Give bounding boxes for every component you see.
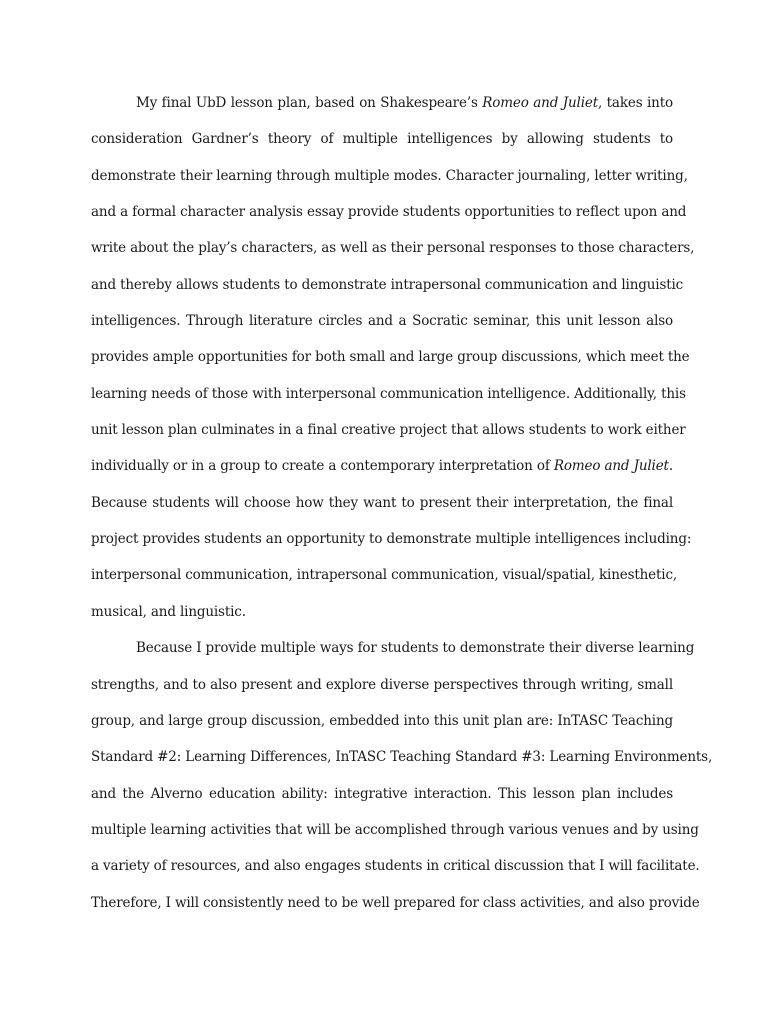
text-line: [91, 780, 673, 816]
text-line: [91, 198, 687, 234]
italic-title: Romeo and Juliet: [553, 458, 669, 475]
body-text: [91, 89, 713, 925]
text-segment: and thereby allows students to demonstrate intrapersonal communication and linguistic: [91, 276, 684, 293]
text-line: [91, 307, 673, 343]
text-segment: and a formal character analysis essay provide students opportunities to reflect upon and: [91, 204, 687, 221]
text-segment: , takes into: [597, 95, 673, 111]
text-line: [91, 743, 713, 779]
text-line: [91, 525, 692, 561]
text-segment: musical, and linguistic.: [91, 603, 246, 620]
text-segment: provides ample opportunities for both small and large group discussions, which meet the: [91, 349, 690, 366]
text-segment: learning needs of those with interpersonal communication intelligence. Additionally, this: [91, 385, 686, 402]
text-segment: unit lesson plan culminates in a final creative project that allows students to work either: [91, 422, 686, 439]
text-segment: project provides students an opportunity to demonstrate multiple intelligences including:: [91, 531, 692, 548]
text-segment: individually or in a group to create a contemporary interpretation of: [91, 458, 554, 475]
paragraph: [91, 634, 713, 925]
text-line: [91, 816, 699, 852]
text-segment: Because students will choose how they want to present their interpretation, the final: [91, 494, 673, 511]
text-segment: intelligences. Through literature circles and a Socratic seminar, this unit lesson also: [91, 313, 673, 330]
text-segment: group, and large group discussion, embedded into this unit plan are: InTASC Teaching: [91, 712, 673, 729]
text-segment: Because I provide multiple ways for students to demonstrate their diverse learning: [136, 640, 695, 657]
text-line: [91, 89, 673, 125]
text-line: [91, 125, 673, 161]
text-line: [91, 561, 678, 597]
text-line: [91, 889, 700, 925]
text-segment: Standard #2: Learning Differences, InTASC Teaching Standard #3: Learning Environments,: [91, 749, 713, 766]
text-segment: Therefore, I will consistently need to be well prepared for class activities, and also provide: [91, 894, 700, 911]
text-line: [91, 671, 673, 707]
text-segment: strengths, and to also present and explore diverse perspectives through writing, small: [91, 676, 673, 693]
text-segment: a variety of resources, and also engages students in critical discussion that I will facilitate.: [91, 858, 700, 875]
text-line: [91, 707, 673, 743]
text-segment: consideration Gardner’s theory of multiple intelligences by allowing students to: [91, 131, 673, 148]
text-segment: .: [668, 458, 673, 475]
italic-title: Romeo and Juliet: [482, 95, 598, 111]
text-line: [91, 852, 700, 888]
text-line: [91, 634, 695, 670]
text-segment: interpersonal communication, intrapersonal communication, visual/spatial, kinesthetic,: [91, 567, 678, 584]
text-line: [91, 380, 686, 416]
text-line: [91, 452, 673, 488]
text-line: [91, 271, 684, 307]
paragraph: [91, 89, 695, 634]
text-line: [91, 416, 686, 452]
text-line: [91, 489, 673, 525]
text-line: [91, 598, 673, 634]
text-line: [91, 162, 688, 198]
text-segment: and the Alverno education ability: integrative interaction. This lesson plan includes: [91, 785, 673, 802]
text-segment: multiple learning activities that will be accomplished through various venues and by using: [91, 821, 699, 838]
text-segment: My final UbD lesson plan, based on Shakespeare’s: [136, 95, 483, 111]
text-segment: write about the play’s characters, as well as their personal responses to those characters,: [91, 240, 695, 257]
text-segment: demonstrate their learning through multiple modes. Character journaling, letter writing,: [91, 167, 688, 184]
text-line: [91, 234, 695, 270]
text-line: [91, 343, 690, 379]
